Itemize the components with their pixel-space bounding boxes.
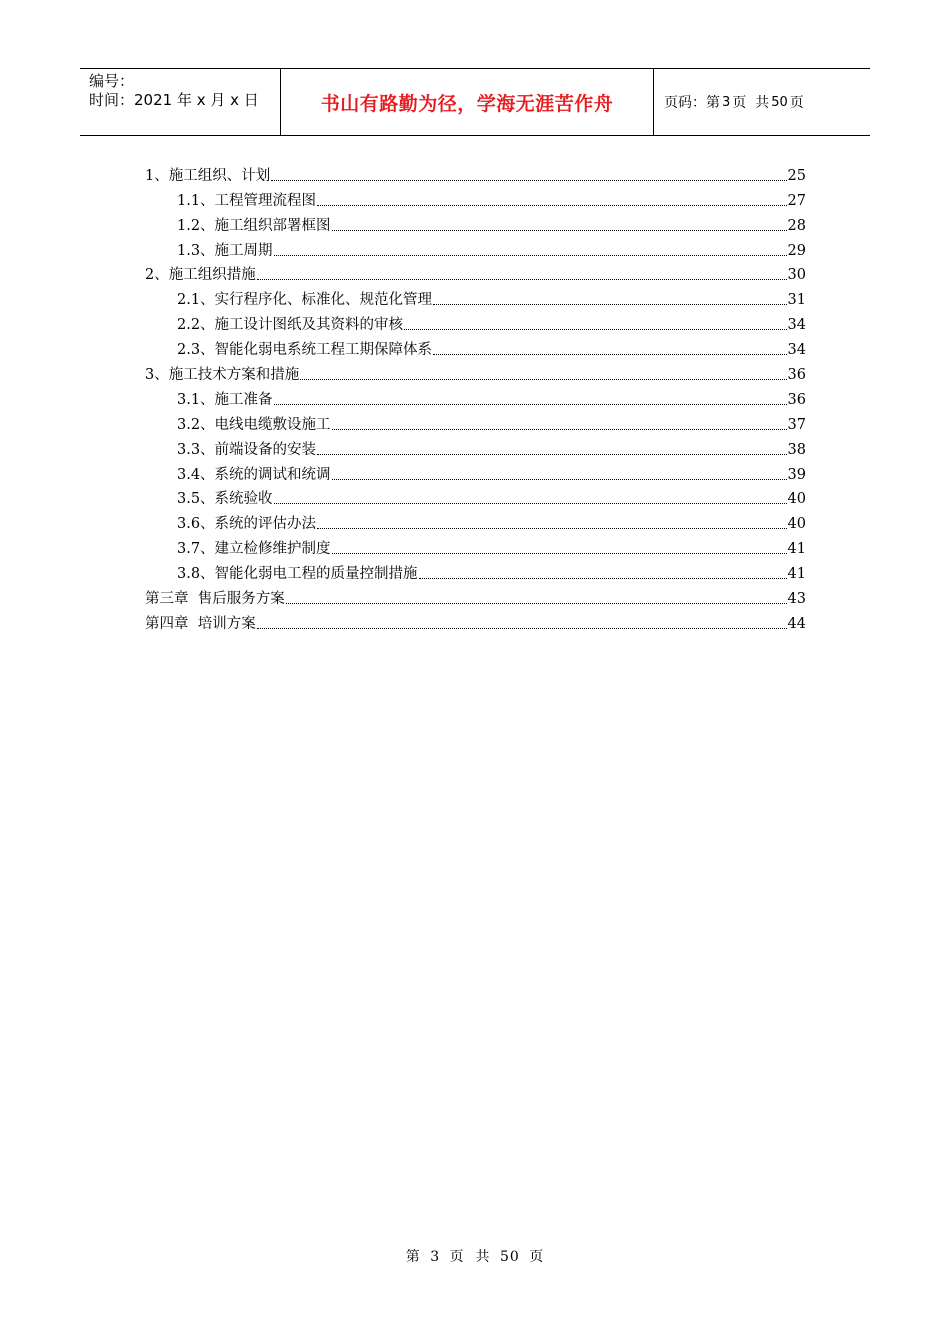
header-page-info [654, 69, 870, 135]
footer-page-current: 3 [430, 1249, 441, 1265]
toc-entry-page: 43 [787, 591, 806, 608]
toc-leader [257, 627, 787, 629]
page-footer [0, 1246, 950, 1266]
toc-entry-page: 40 [787, 516, 806, 533]
toc-entry-title: 第三章 售后服务方案 [145, 591, 285, 608]
toc-entry[interactable] [145, 160, 806, 185]
toc-entry-page: 36 [787, 391, 806, 408]
toc-entry[interactable] [145, 235, 806, 260]
document-time-label: 时间：2021 年 x 月 x 日 [89, 91, 259, 109]
toc-entry[interactable] [145, 558, 806, 583]
toc-leader [332, 428, 787, 430]
toc-entry-title: 1.2、施工组织部署框图 [177, 217, 331, 234]
toc-entry[interactable] [145, 508, 806, 533]
toc-entry[interactable] [145, 459, 806, 484]
document-number-label: 编号： [89, 72, 135, 90]
toc-entry-page: 25 [787, 167, 806, 184]
toc-leader [404, 328, 786, 330]
toc-entry-title: 3.4、系统的调试和统调 [177, 466, 331, 483]
header-page-total: 50 [771, 94, 788, 110]
footer-page-total: 50 [499, 1249, 520, 1265]
table-of-contents [145, 160, 806, 633]
header-meta [80, 69, 281, 135]
toc-entry[interactable] [145, 384, 806, 409]
toc-entry[interactable] [145, 434, 806, 459]
toc-leader [433, 353, 786, 355]
toc-entry-title: 3.1、施工准备 [177, 391, 273, 408]
toc-leader [332, 552, 787, 554]
header-page-current: 3 [722, 94, 731, 110]
toc-entry[interactable] [145, 210, 806, 235]
toc-entry[interactable] [145, 533, 806, 558]
toc-entry-page: 31 [787, 292, 806, 309]
toc-entry[interactable] [145, 409, 806, 434]
toc-leader [257, 278, 787, 280]
toc-entry-page: 37 [787, 416, 806, 433]
toc-entry[interactable] [145, 260, 806, 285]
toc-entry-page: 41 [787, 541, 806, 558]
toc-entry-page: 40 [787, 491, 806, 508]
header-page-prefix: 页码：第 [664, 95, 720, 111]
toc-leader [419, 577, 787, 579]
toc-entry-title: 3.6、系统的评估办法 [177, 516, 317, 533]
toc-leader [286, 602, 787, 604]
toc-leader [317, 527, 786, 529]
toc-entry-title: 3.7、建立检修维护制度 [177, 541, 331, 558]
toc-entry[interactable] [145, 583, 806, 608]
toc-leader [274, 403, 787, 405]
toc-entry-title: 1.1、工程管理流程图 [177, 192, 317, 209]
toc-leader [433, 303, 786, 305]
toc-entry-title: 2.3、智能化弱电系统工程工期保障体系 [177, 342, 433, 359]
toc-leader [271, 179, 786, 181]
toc-entry-title: 2.2、施工设计图纸及其资料的审核 [177, 317, 404, 334]
toc-entry-page: 27 [787, 192, 806, 209]
page-header [80, 68, 870, 136]
header-page-mid: 页 共 [732, 95, 770, 111]
toc-entry-title: 2、施工组织措施 [145, 267, 256, 284]
toc-entry[interactable] [145, 334, 806, 359]
toc-entry[interactable] [145, 608, 806, 633]
toc-entry[interactable] [145, 284, 806, 309]
toc-entry-title: 2.1、实行程序化、标准化、规范化管理 [177, 292, 433, 309]
toc-entry-title: 3.2、电线电缆敷设施工 [177, 416, 331, 433]
footer-page-mid: 页 共 [449, 1249, 491, 1265]
toc-entry-page: 28 [787, 217, 806, 234]
toc-entry-title: 3.8、智能化弱电工程的质量控制措施 [177, 566, 418, 583]
toc-leader [274, 502, 787, 504]
toc-entry-page: 39 [787, 466, 806, 483]
toc-entry-page: 38 [787, 441, 806, 458]
toc-entry-page: 30 [787, 267, 806, 284]
toc-entry-title: 1.3、施工周期 [177, 242, 273, 259]
toc-entry[interactable] [145, 359, 806, 384]
toc-entry-page: 36 [787, 367, 806, 384]
toc-leader [317, 453, 786, 455]
toc-leader [332, 478, 787, 480]
toc-entry[interactable] [145, 309, 806, 334]
toc-entry-title: 3、施工技术方案和措施 [145, 367, 300, 384]
toc-entry-page: 29 [787, 242, 806, 259]
header-page-suffix: 页 [789, 95, 804, 111]
toc-entry-page: 44 [787, 615, 806, 632]
toc-entry[interactable] [145, 185, 806, 210]
footer-page-suffix: 页 [529, 1249, 545, 1265]
toc-entry[interactable] [145, 484, 806, 509]
footer-page-prefix: 第 [405, 1249, 421, 1265]
toc-entry-page: 34 [787, 342, 806, 359]
toc-entry-page: 41 [787, 566, 806, 583]
toc-entry-title: 3.5、系统验收 [177, 491, 273, 508]
header-motto: 书山有路勤为径，学海无涯苦作舟 [281, 69, 654, 135]
toc-entry-title: 1、施工组织、计划 [145, 167, 271, 184]
toc-entry-page: 34 [787, 317, 806, 334]
toc-entry-title: 第四章 培训方案 [145, 615, 256, 632]
toc-leader [274, 254, 787, 256]
toc-leader [300, 378, 786, 380]
toc-entry-title: 3.3、前端设备的安装 [177, 441, 317, 458]
toc-leader [317, 204, 786, 206]
toc-leader [332, 229, 787, 231]
